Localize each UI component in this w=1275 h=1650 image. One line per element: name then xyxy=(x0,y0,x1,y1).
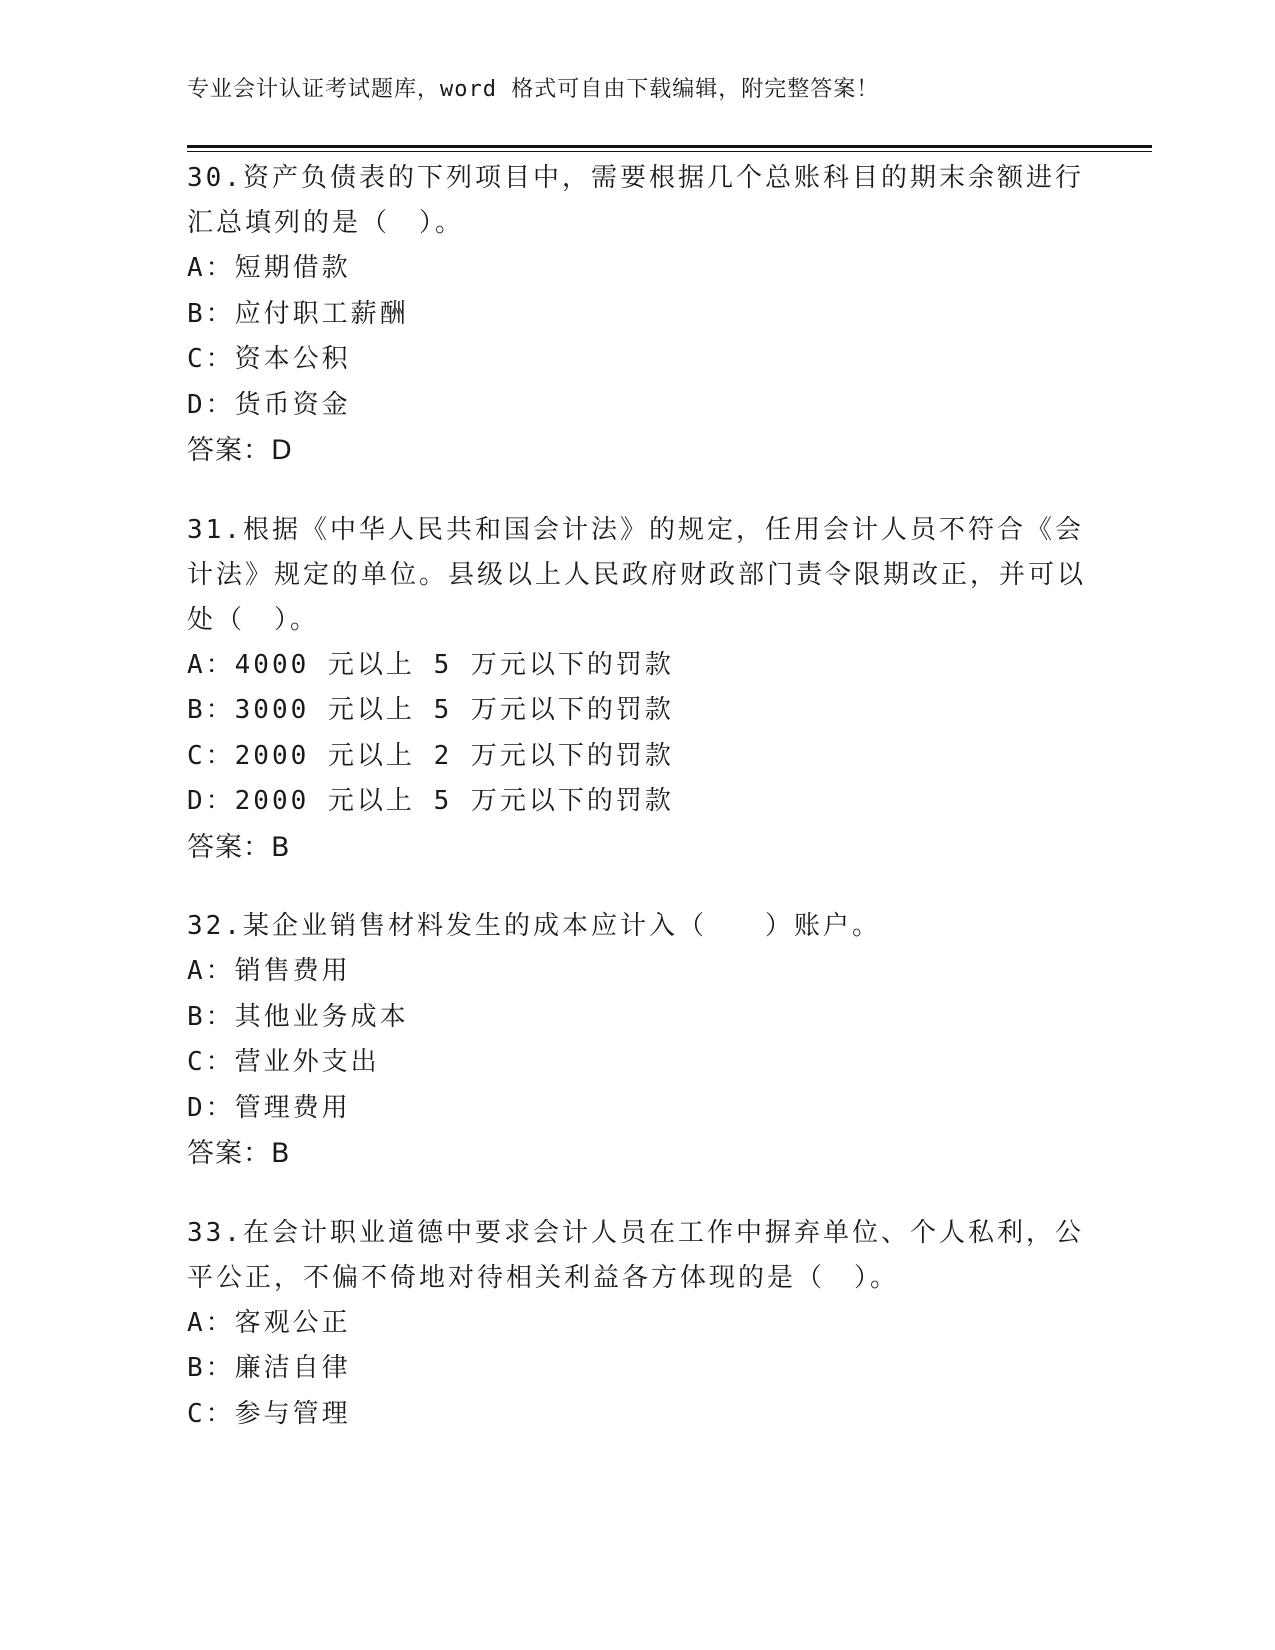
header-text: 专业会计认证考试题库，word 格式可自由下载编辑，附完整答案！ xyxy=(187,77,880,102)
option-c: C：营业外支出 xyxy=(187,1047,380,1077)
answer: 答案：D xyxy=(187,435,293,466)
question-stem: 33.在会计职业道德中要求会计人员在工作中摒弃单位、个人私利，公平公正，不偏不倚地对待相关利益各方体现的是（ ）。 xyxy=(187,1217,1084,1293)
question-stem: 31.根据《中华人民共和国会计法》的规定，任用会计人员不符合《会计法》规定的单位。县级以上人民政府财政部门责令限期改正，并可以处（ ）。 xyxy=(187,514,1087,635)
option-d: D：货币资金 xyxy=(187,389,351,420)
option-d: D：2000 元以上 5 万元以下的罚款 xyxy=(187,786,674,816)
option-d: D：管理费用 xyxy=(187,1092,351,1123)
question-list xyxy=(187,156,1087,1471)
option-b: B：其他业务成本 xyxy=(187,1001,409,1032)
option-c: C：资本公积 xyxy=(187,344,351,374)
question-33 xyxy=(187,1211,1087,1438)
answer: 答案：B xyxy=(187,831,291,863)
question-31 xyxy=(187,508,1087,871)
question-stem: 32.某企业销售材料发生的成本应计入（ ）账户。 xyxy=(187,911,881,941)
question-stem: 30.资产负债表的下列项目中，需要根据几个总账科目的期末余额进行汇总填列的是（ ）。 xyxy=(187,163,1084,238)
option-a: A：销售费用 xyxy=(187,956,351,986)
answer: 答案：B xyxy=(187,1138,291,1169)
option-b: B：应付职工薪酬 xyxy=(187,298,409,329)
option-a: A：4000 元以上 5 万元以下的罚款 xyxy=(187,649,674,680)
option-b: B：廉洁自律 xyxy=(187,1353,351,1383)
question-32 xyxy=(187,904,1087,1177)
option-c: C：2000 元以上 2 万元以下的罚款 xyxy=(187,740,674,771)
option-a: A：短期借款 xyxy=(187,253,351,283)
option-b: B：3000 元以上 5 万元以下的罚款 xyxy=(187,695,674,725)
option-a: A：客观公正 xyxy=(187,1307,351,1338)
option-c: C：参与管理 xyxy=(187,1398,351,1429)
header-rule-thick xyxy=(187,145,1152,148)
header-rule-thin xyxy=(187,151,1152,152)
question-30 xyxy=(187,156,1087,474)
